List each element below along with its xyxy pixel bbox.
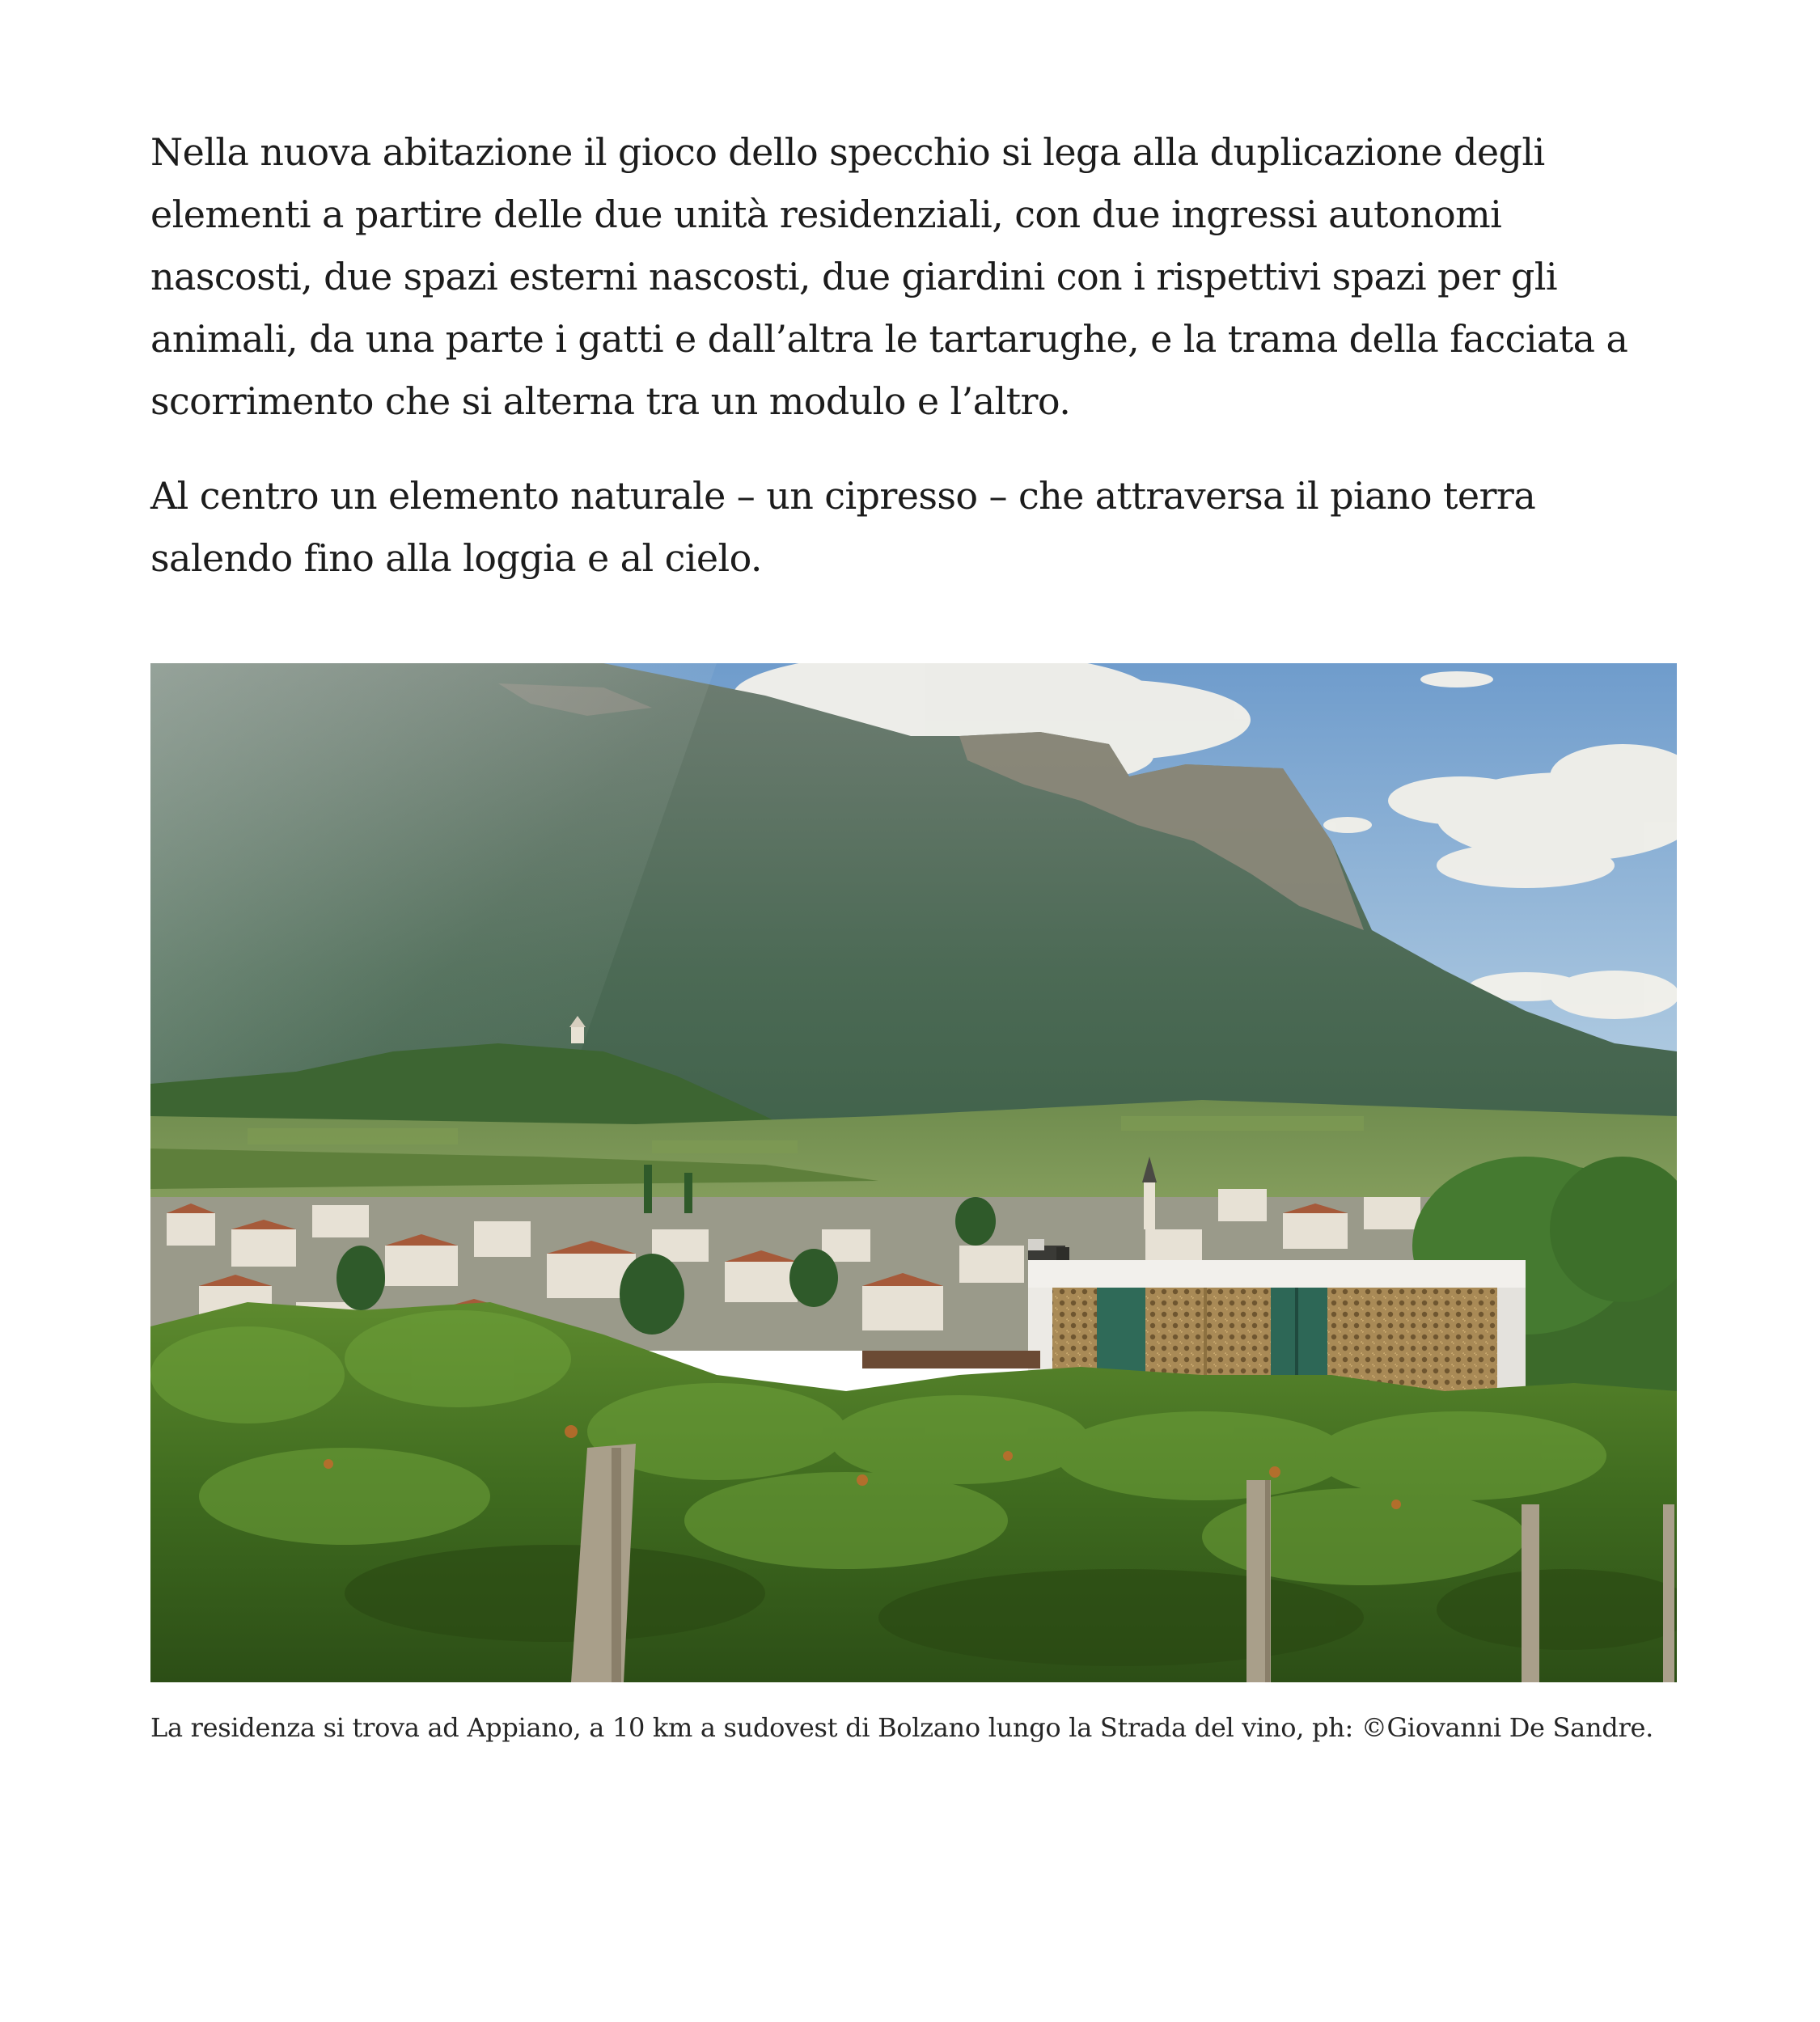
article-paragraph-1: Nella nuova abitazione il gioco dello specchio si lega alla duplicazione degli elementi a partire delle due unità residenziali, con due ingressi autonomi nascosti, due spazi esterni nascosti, due giardini con i rispettivi spazi per gli animali, da una parte i gatti e dall’altra le tartarughe, e la trama della facciata a scorrimento che si alterna tra un modulo e l’altro.	[150, 130, 1628, 423]
article-figure	[150, 663, 1677, 1745]
article-paragraph-2: Al centro un elemento naturale – un cipresso – che attraversa il piano terra salendo fino alla loggia e al cielo.	[150, 474, 1536, 580]
figure-caption: La residenza si trova ad Appiano, a 10 km a sudovest di Bolzano lungo la Strada del vino, ph: ©Giovanni De Sandre.	[150, 1712, 1653, 1743]
landscape-photo	[150, 663, 1677, 1682]
article-body	[150, 121, 1671, 590]
